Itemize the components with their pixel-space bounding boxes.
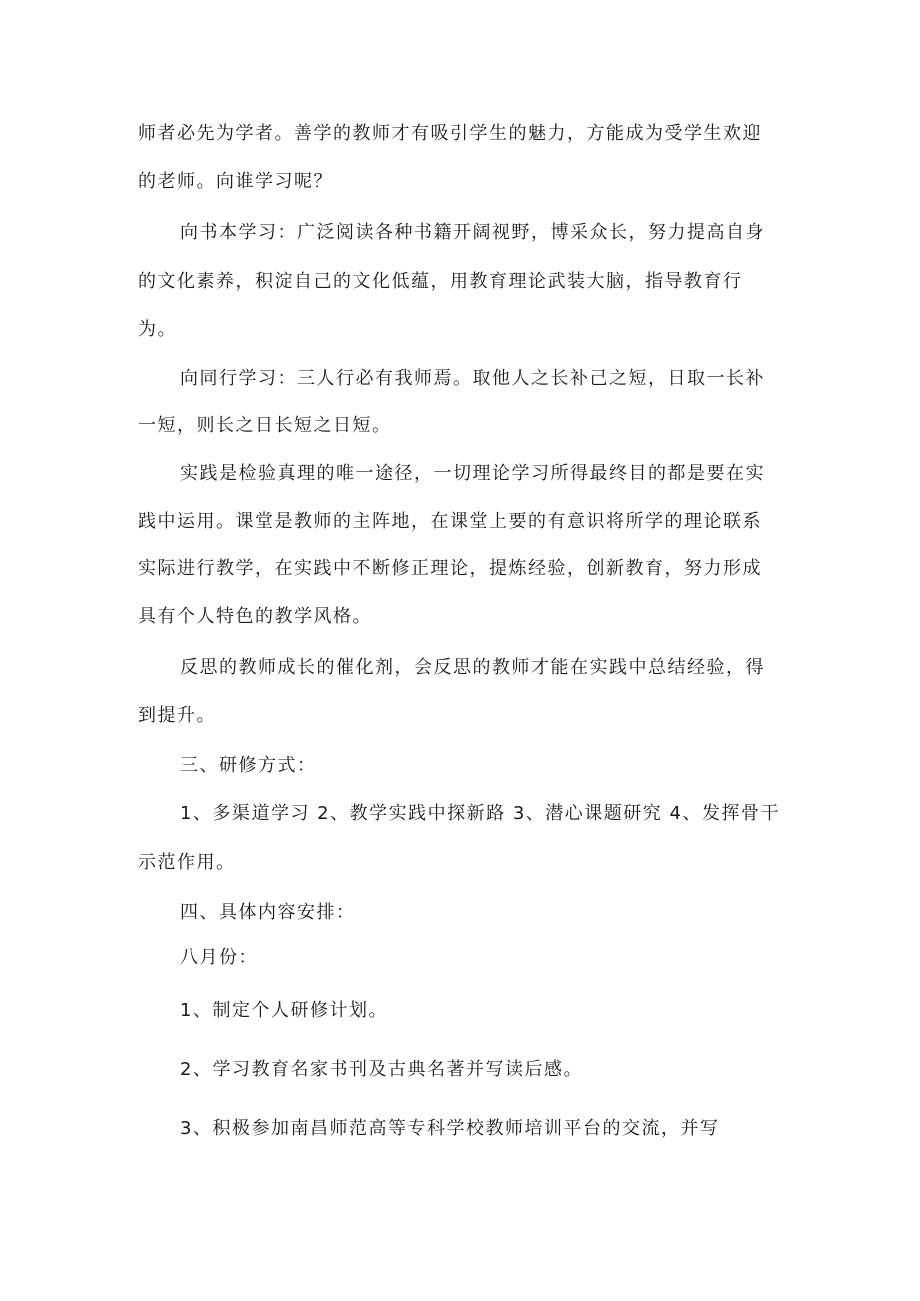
text-line-13: 到提升。 — [138, 705, 216, 726]
subheading-august: 八月份： — [180, 947, 258, 968]
text-line-2: 的老师。向谁学习呢？ — [138, 171, 333, 192]
text-line-7: 一短，则长之日长短之日短。 — [138, 415, 392, 436]
text-line-6: 向同行学习：三人行必有我师焉。取他人之长补己之短，日取一长补 — [180, 368, 765, 389]
text-line-16: 示范作用。 — [138, 852, 236, 873]
section-heading-3: 三、研修方式： — [180, 755, 317, 776]
section-heading-4: 四、具体内容安排： — [180, 902, 356, 923]
list-item-3: 3、积极参加南昌师范高等专科学校教师培训平台的交流，并写 — [180, 1118, 720, 1139]
text-line-11: 具有个人特色的教学风格。 — [138, 606, 372, 627]
text-line-12: 反思的教师成长的催化剂，会反思的教师才能在实践中总结经验，得 — [180, 657, 765, 678]
text-line-10: 实际进行教学，在实践中不断修正理论，提炼经验，创新教育，努力形成 — [138, 558, 762, 579]
text-line-9: 践中运用。课堂是教师的主阵地，在课堂上要的有意识将所学的理论联系 — [138, 511, 762, 532]
text-line-4: 的文化素养，积淀自己的文化低蕴，用教育理论武装大脑，指导教育行 — [138, 271, 743, 292]
text-line-3: 向书本学习：广泛阅读各种书籍开阔视野，博采众长，努力提高自身 — [180, 222, 765, 243]
list-item-1: 1、制定个人研修计划。 — [180, 1000, 388, 1021]
list-item-2: 2、学习教育名家书刊及古典名著并写读后感。 — [180, 1059, 583, 1080]
text-line-5: 为。 — [138, 319, 177, 340]
text-line-1: 师者必先为学者。善学的教师才有吸引学生的魅力，方能成为受学生欢迎 — [138, 123, 762, 144]
text-line-15: 1、多渠道学习 2、教学实践中探新路 3、潜心课题研究 4、发挥骨干 — [180, 803, 780, 824]
text-line-8: 实践是检验真理的唯一途径，一切理论学习所得最终目的都是要在实 — [180, 463, 765, 484]
